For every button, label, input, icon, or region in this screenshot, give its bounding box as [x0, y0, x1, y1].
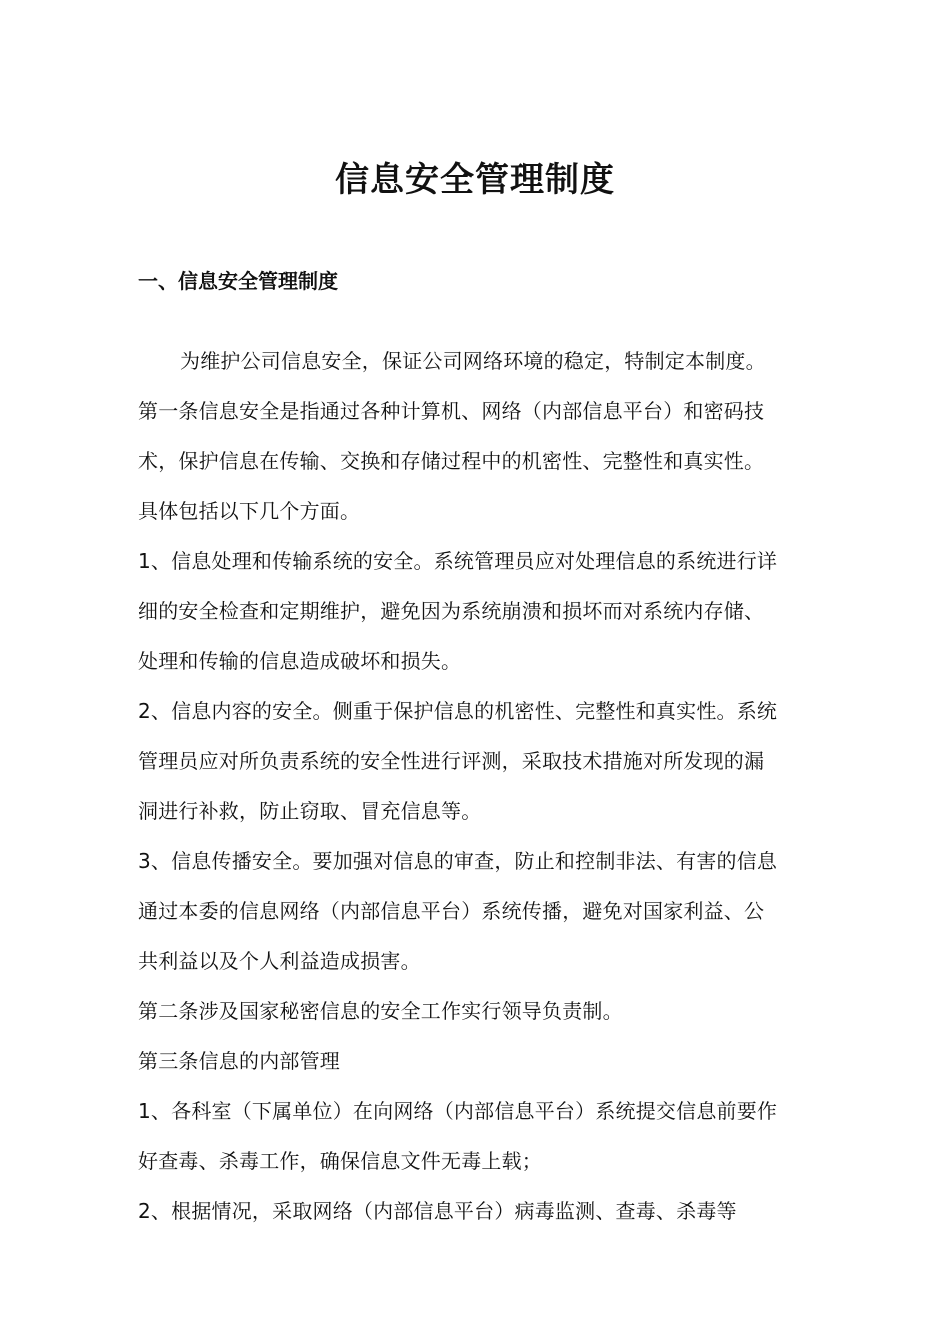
- item-two-line: 2、信息内容的安全。侧重于保护信息的机密性、完整性和真实性。系统: [138, 699, 778, 723]
- article-two-line: 第二条涉及国家秘密信息的安全工作实行领导负责制。: [138, 999, 623, 1023]
- article-three-item-one-line: 1、各科室（下属单位）在向网络（内部信息平台）系统提交信息前要作: [138, 1099, 778, 1123]
- item-two-line: 洞进行补救，防止窃取、冒充信息等。: [138, 799, 482, 823]
- article-one-line: 具体包括以下几个方面。: [138, 499, 361, 523]
- item-three-line: 3、信息传播安全。要加强对信息的审查，防止和控制非法、有害的信息: [138, 849, 778, 873]
- item-one-line: 处理和传输的信息造成破坏和损失。: [138, 649, 462, 673]
- document-title: 信息安全管理制度: [335, 160, 615, 200]
- article-three-item-two-line: 2、根据情况，采取网络（内部信息平台）病毒监测、查毒、杀毒等: [138, 1199, 737, 1223]
- item-two-line: 管理员应对所负责系统的安全性进行评测，采取技术措施对所发现的漏: [138, 749, 765, 773]
- item-one-line: 细的安全检查和定期维护，避免因为系统崩溃和损坏而对系统内存储、: [138, 599, 765, 623]
- article-one-line: 第一条信息安全是指通过各种计算机、网络（内部信息平台）和密码技: [138, 399, 765, 423]
- item-three-line: 共利益以及个人利益造成损害。: [138, 949, 421, 973]
- item-one-line: 1、信息处理和传输系统的安全。系统管理员应对处理信息的系统进行详: [138, 549, 778, 573]
- item-three-line: 通过本委的信息网络（内部信息平台）系统传播，避免对国家利益、公: [138, 899, 765, 923]
- article-three-item-one-line: 好查毒、杀毒工作，确保信息文件无毒上载；: [138, 1149, 542, 1173]
- article-one-line: 术，保护信息在传输、交换和存储过程中的机密性、完整性和真实性。: [138, 449, 765, 473]
- intro-paragraph: 为维护公司信息安全，保证公司网络环境的稳定，特制定本制度。: [180, 349, 766, 373]
- section-heading: 一、信息安全管理制度: [138, 269, 338, 293]
- document-body: [138, 341, 828, 1241]
- article-three-heading: 第三条信息的内部管理: [138, 1049, 340, 1073]
